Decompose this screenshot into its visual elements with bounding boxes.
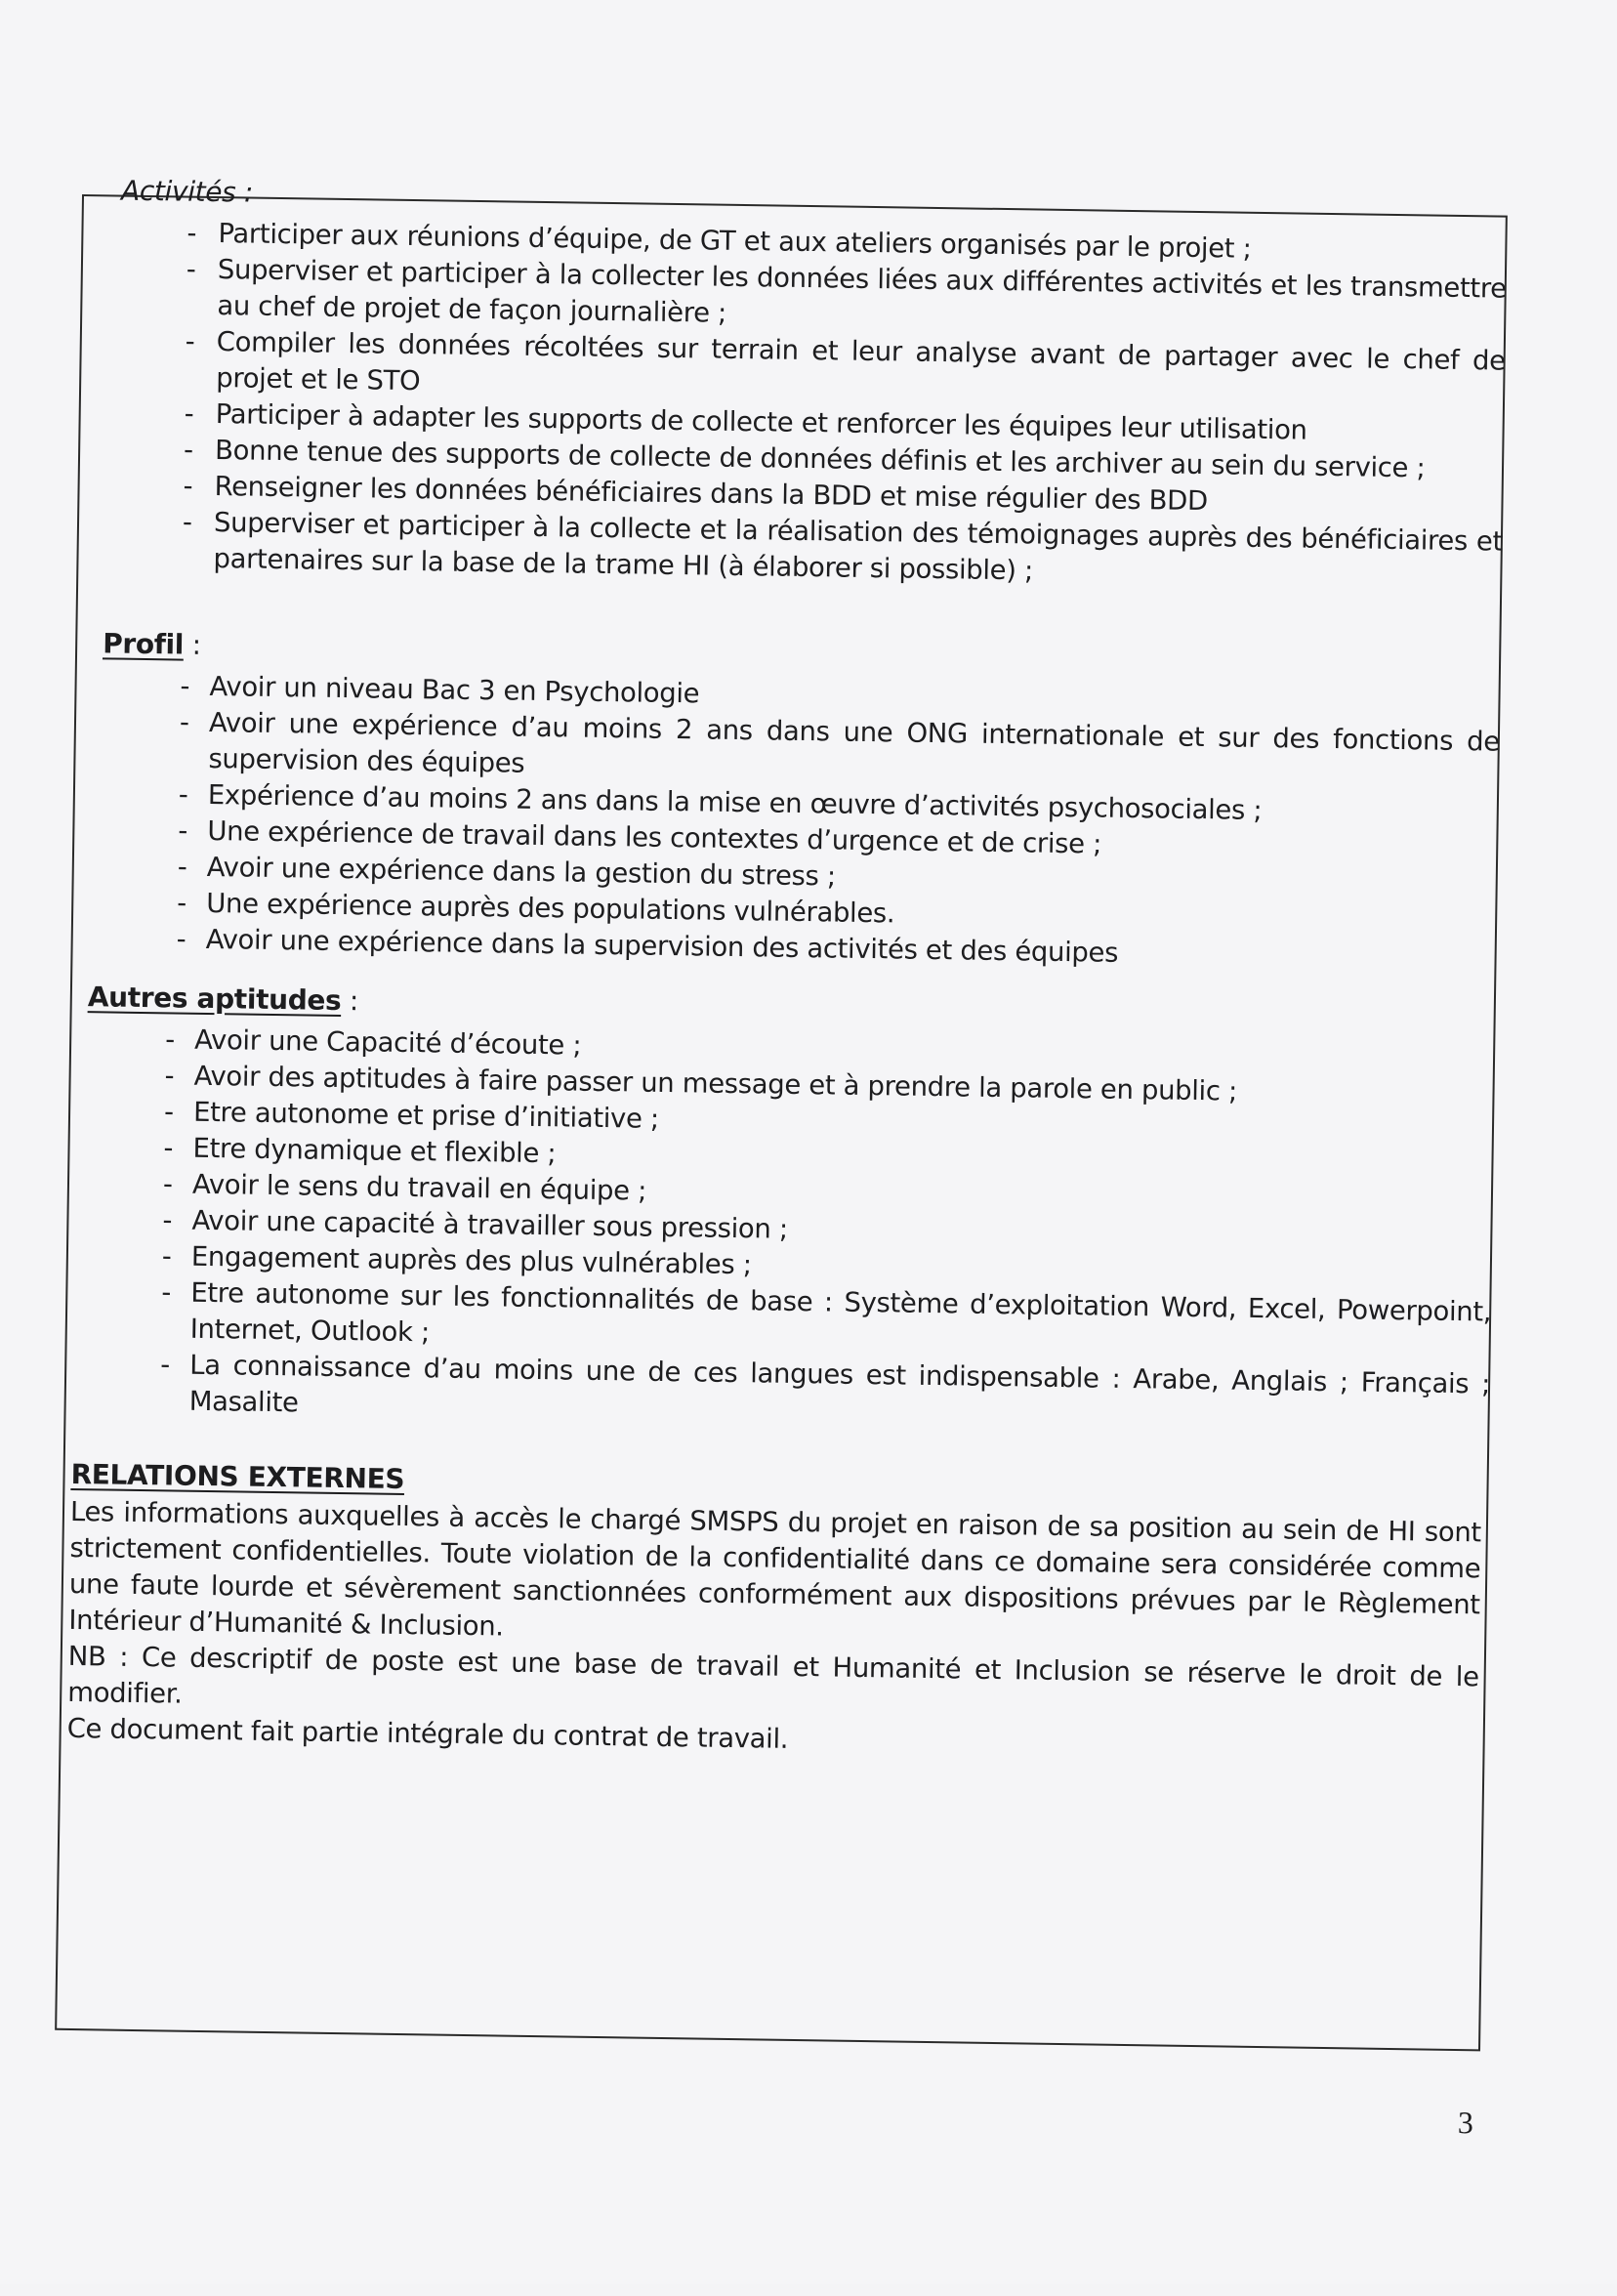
section-relations-externes xyxy=(66,1455,1481,1768)
section-profil xyxy=(98,624,1501,977)
list-item: - Avoir une expérience d’au moins 2 ans dans une ONG internationale et sur des fonctions de supervision des équipes xyxy=(179,706,1501,779)
list-item: - Avoir une Capacité d’écoute ; xyxy=(164,1023,582,1062)
list-item: - Participer aux réunions d’équipe, de GT et aux ateliers organisés par le projet ; xyxy=(187,217,1252,265)
dash-bullet: - xyxy=(183,434,193,466)
nb-note: NB : Ce descriptif de poste est une base de travail et Humanité et Inclusion se réserve le droit de le modifier. xyxy=(67,1640,1479,1710)
dash-bullet: - xyxy=(163,1132,174,1164)
section-title-relations-externes: RELATIONS EXTERNES xyxy=(70,1457,405,1496)
list-item: - Engagement auprès des plus vulnérables ; xyxy=(161,1240,752,1281)
list-item: - Avoir des aptitudes à faire passer un message et à prendre la parole en public ; xyxy=(164,1060,1238,1107)
dash-bullet: - xyxy=(160,1349,171,1381)
section-title-activites: Activités : xyxy=(120,174,254,209)
dash-bullet: - xyxy=(161,1240,172,1273)
dash-bullet: - xyxy=(184,397,194,430)
dash-bullet: - xyxy=(177,887,187,919)
dash-bullet: - xyxy=(180,670,190,702)
list-item: - Renseigner les données bénéficiaires dans la BDD et mise régulier des BDD xyxy=(183,470,1209,518)
dash-bullet: - xyxy=(162,1168,173,1200)
section-activites xyxy=(115,172,1508,597)
list-item: - Superviser et participer à la collecte et la réalisation des témoignages auprès des bénéficiaires et partenaires sur la base de la trame HI (à élaborer si possible) ; xyxy=(182,506,1504,587)
list-item: - Etre autonome et prise d’initiative ; xyxy=(163,1096,660,1135)
activites-list xyxy=(115,215,1507,597)
dash-bullet: - xyxy=(164,1023,176,1056)
list-item: - Participer à adapter les supports de collecte et renforcer les équipes leur utilisation xyxy=(184,397,1307,446)
list-item: - La connaissance d’au moins une de ces langues est indispensable : Arabe, Anglais ; Français ; Masalite xyxy=(160,1349,1491,1419)
job-description-body xyxy=(68,171,1508,1768)
list-item: - Une expérience de travail dans les contextes d’urgence et de crise ; xyxy=(178,814,1102,860)
profil-list xyxy=(98,667,1500,977)
dash-bullet: - xyxy=(185,325,195,357)
dash-bullet: - xyxy=(164,1060,175,1092)
list-item: - Une expérience auprès des populations vulnérables. xyxy=(177,887,895,930)
contract-note: Ce document fait partie intégrale du contrat de travail. xyxy=(66,1712,789,1755)
autres-aptitudes-list xyxy=(81,1021,1495,1439)
list-item: - Avoir un niveau Bac 3 en Psychologie xyxy=(180,670,700,710)
section-autres-aptitudes xyxy=(81,978,1496,1439)
page-number: 3 xyxy=(1457,2105,1474,2141)
list-item: - Avoir une expérience dans la supervision des activités et des équipes xyxy=(176,923,1119,969)
list-item: - Etre dynamique et flexible ; xyxy=(163,1132,557,1170)
dash-bullet: - xyxy=(179,706,189,738)
section-title-profil: Profil : xyxy=(102,627,201,661)
dash-bullet: - xyxy=(177,851,187,883)
dash-bullet: - xyxy=(187,217,197,249)
list-item: - Avoir le sens du travail en équipe ; xyxy=(162,1168,647,1207)
list-item: - Avoir une capacité à travailler sous pression ; xyxy=(162,1204,788,1245)
section-title-autres-aptitudes: Autres aptitudes : xyxy=(87,981,359,1018)
list-item: - Avoir une expérience dans la gestion du stress ; xyxy=(177,851,837,893)
list-item: - Superviser et participer à la collecter les données liées aux différentes activités et les transmettre au chef de projet de façon journalière ; xyxy=(186,253,1507,329)
dash-bullet: - xyxy=(161,1276,172,1309)
dash-bullet: - xyxy=(182,506,192,538)
list-item: - Bonne tenue des supports de collecte de données définis et les archiver au sein du service ; xyxy=(183,434,1426,484)
list-item: - Expérience d’au moins 2 ans dans la mise en œuvre d’activités psychosociales ; xyxy=(178,778,1263,826)
dash-bullet: - xyxy=(163,1096,174,1128)
dash-bullet: - xyxy=(186,253,196,285)
dash-bullet: - xyxy=(183,470,193,502)
list-item: - Compiler les données récoltées sur terrain et leur analyse avant de partager avec le chef de projet et le STO xyxy=(185,325,1506,397)
dash-bullet: - xyxy=(162,1204,173,1236)
dash-bullet: - xyxy=(178,814,188,847)
dash-bullet: - xyxy=(178,778,188,811)
dash-bullet: - xyxy=(176,923,187,955)
list-item: - Etre autonome sur les fonctionnalités de base : Système d’exploitation Word, Excel, Powerpoint, Internet, Outlook ; xyxy=(161,1276,1492,1349)
confidentiality-paragraph: Les informations auxquelles à accès le chargé SMSPS du projet en raison de sa position au sein de HI sont strictement confidentielles. Toute violation de la confidentialité dans ce domaine sera considérée comme une faute lourde et sévèrement sanctionnées conformément aux dispositions prévues par le Règlement Intérieur d’Humanité & Inclusion. xyxy=(68,1495,1482,1643)
